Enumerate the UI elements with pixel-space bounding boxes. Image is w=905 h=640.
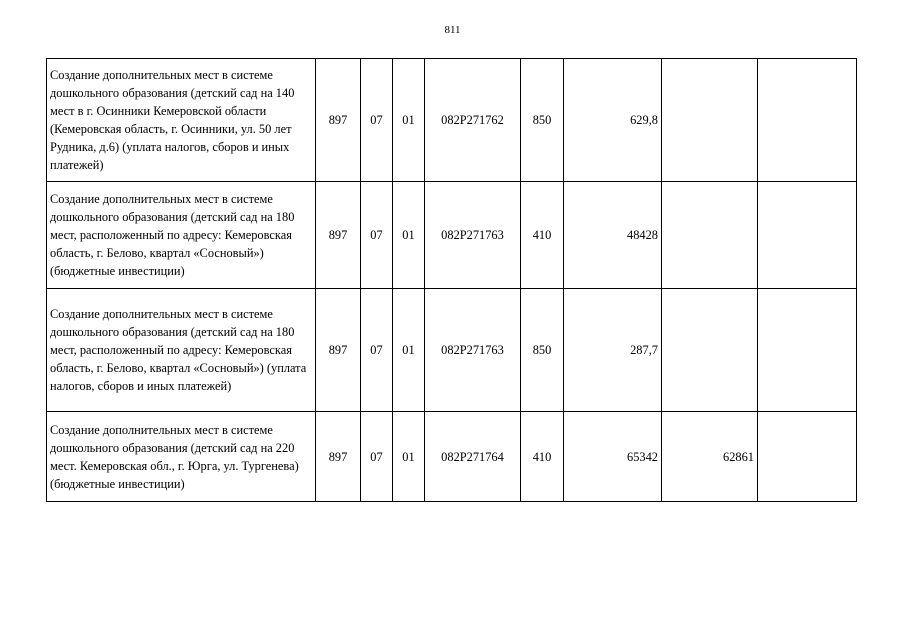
- target-article-code: 082P271764: [425, 412, 521, 502]
- amount3-value: [758, 289, 857, 412]
- ministry-code: 897: [316, 289, 361, 412]
- subsection-code: 01: [393, 289, 425, 412]
- expense-type-code: 410: [521, 412, 564, 502]
- expense-type-code: 850: [521, 289, 564, 412]
- budget-table: [46, 58, 857, 502]
- ministry-code: 897: [316, 59, 361, 182]
- row-name: Создание дополнительных мест в системе дошкольного образования (детский сад на 220 мест. Кемеровская обл., г. Юрга, ул. Тургенева) (бюджетные инвестиции): [47, 412, 316, 502]
- row-name: Создание дополнительных мест в системе дошкольного образования (детский сад на 180 мест, расположенный по адресу: Кемеровская область, г. Белово, квартал «Сосновый») (уплата налогов, сборов и иных платежей): [47, 289, 316, 412]
- section-code: 07: [361, 59, 393, 182]
- amount2-value: [662, 59, 758, 182]
- target-article-code: 082P271763: [425, 182, 521, 289]
- table-row: [47, 412, 857, 502]
- ministry-code: 897: [316, 412, 361, 502]
- amount2-value: [662, 289, 758, 412]
- amount-value: 287,7: [564, 289, 662, 412]
- row-name: Создание дополнительных мест в системе дошкольного образования (детский сад на 180 мест, расположенный по адресу: Кемеровская область, г. Белово, квартал «Сосновый») (бюджетные инвестиции): [47, 182, 316, 289]
- subsection-code: 01: [393, 412, 425, 502]
- expense-type-code: 850: [521, 59, 564, 182]
- section-code: 07: [361, 182, 393, 289]
- amount2-value: 62861: [662, 412, 758, 502]
- amount3-value: [758, 412, 857, 502]
- target-article-code: 082P271763: [425, 289, 521, 412]
- amount3-value: [758, 182, 857, 289]
- subsection-code: 01: [393, 59, 425, 182]
- section-code: 07: [361, 412, 393, 502]
- amount3-value: [758, 59, 857, 182]
- expense-type-code: 410: [521, 182, 564, 289]
- amount2-value: [662, 182, 758, 289]
- table-row: [47, 289, 857, 412]
- amount-value: 48428: [564, 182, 662, 289]
- amount-value: 629,8: [564, 59, 662, 182]
- table-row: [47, 182, 857, 289]
- section-code: 07: [361, 289, 393, 412]
- row-name: Создание дополнительных мест в системе дошкольного образования (детский сад на 140 мест в г. Осинники Кемеровской области (Кемеровская область, г. Осинники, ул. 50 лет Рудника, д.6) (уплата налогов, сборов и иных платежей): [47, 59, 316, 182]
- ministry-code: 897: [316, 182, 361, 289]
- subsection-code: 01: [393, 182, 425, 289]
- table-row: [47, 59, 857, 182]
- page-number: 811: [444, 24, 461, 36]
- amount-value: 65342: [564, 412, 662, 502]
- target-article-code: 082P271762: [425, 59, 521, 182]
